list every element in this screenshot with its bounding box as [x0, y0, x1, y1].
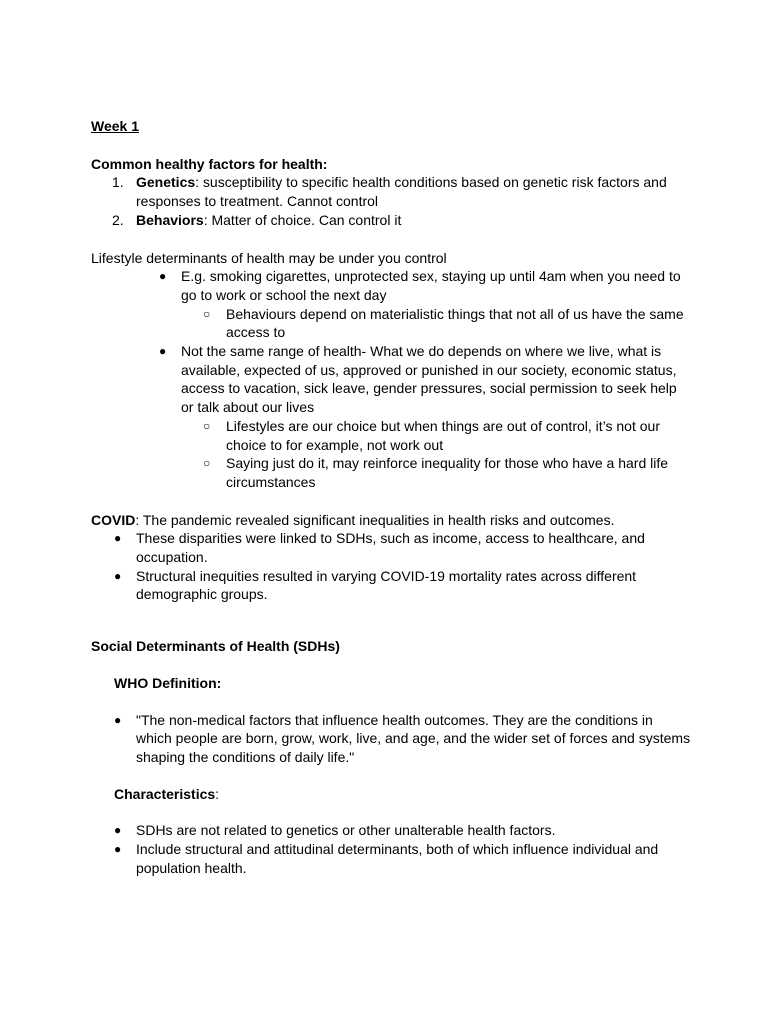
document-page — [91, 117, 691, 878]
bullet-text: "The non-medical factors that influence health outcomes. They are the conditions in which people are born, grow, work, live, and age, and the wider set of forces and systems shaping the conditions of daily life." — [136, 711, 691, 765]
sub-bullet-text: Behaviours depend on materialistic things that not all of us have the same access to — [226, 305, 684, 341]
list-item — [91, 454, 691, 491]
bullet-icon: ● — [114, 568, 122, 583]
list-item — [91, 840, 691, 877]
list-item — [91, 567, 691, 604]
bullet-icon: ● — [114, 531, 122, 546]
item-text: : Matter of choice. Can control it — [203, 211, 402, 228]
lifestyle-list — [91, 267, 691, 304]
item-text: : susceptibility to specific health conditions based on genetic risk factors and responses to treatment. Cannot control — [136, 174, 667, 210]
hollow-bullet-icon: ○ — [203, 306, 211, 321]
bullet-icon: ● — [159, 344, 167, 359]
characteristics-heading — [91, 785, 691, 804]
list-item — [91, 417, 691, 454]
characteristics-list — [91, 821, 691, 877]
list-item — [91, 173, 691, 210]
list-item — [91, 821, 691, 840]
item-number: 1. — [112, 174, 124, 191]
bullet-text: Include structural and attitudinal determinants, both of which influence individual and population health. — [136, 841, 659, 876]
list-item — [91, 529, 691, 566]
week-title: Week 1 — [91, 118, 139, 134]
sub-bullet-text: Lifestyles are our choice but when things are out of control, it’s not our choice to for example, not work out — [226, 417, 660, 453]
item-term: Behaviors — [136, 211, 204, 228]
covid-list — [91, 529, 691, 604]
characteristics-term: Characteristics — [114, 785, 216, 802]
bullet-text: Not the same range of health- What we do depends on where we live, what is available, expected of us, approved or punished in our society, economic status, access to vacation, sick leave, gender pressures, social permission to seek help or talk about our lives — [181, 343, 677, 416]
who-definition-heading: WHO Definition: — [114, 674, 222, 691]
item-number: 2. — [112, 211, 124, 228]
lifestyle-intro: Lifestyle determinants of health may be under you control — [91, 249, 447, 266]
hollow-bullet-icon: ○ — [203, 456, 211, 471]
healthy-factors-list — [91, 173, 691, 229]
bullet-icon: ● — [159, 269, 167, 284]
who-definition-list — [91, 711, 691, 767]
covid-term: COVID — [91, 511, 136, 528]
list-item — [91, 711, 691, 767]
list-item — [91, 211, 691, 230]
characteristics-colon: : — [215, 785, 220, 802]
lifestyle-sublist — [91, 417, 691, 492]
bullet-icon: ● — [114, 823, 122, 838]
item-term: Genetics — [136, 174, 196, 191]
lifestyle-list — [91, 342, 691, 417]
bullet-text: Structural inequities resulted in varying COVID-19 mortality rates across different demographic groups. — [136, 567, 637, 603]
list-item — [91, 267, 691, 304]
covid-intro — [91, 511, 691, 530]
covid-text: : The pandemic revealed significant inequalities in health risks and outcomes. — [135, 511, 615, 528]
sdh-heading: Social Determinants of Health (SDHs) — [91, 638, 340, 655]
lifestyle-sublist — [91, 305, 691, 342]
bullet-icon: ● — [114, 842, 122, 857]
list-item — [91, 305, 691, 342]
sub-bullet-text: Saying just do it, may reinforce inequality for those who have a hard life circumstances — [226, 455, 669, 490]
bullet-icon: ● — [114, 712, 122, 727]
list-item — [91, 342, 691, 417]
hollow-bullet-icon: ○ — [203, 418, 211, 433]
bullet-text: SDHs are not related to genetics or other unalterable health factors. — [136, 822, 556, 839]
bullet-text: These disparities were linked to SDHs, such as income, access to healthcare, and occupation. — [136, 530, 645, 566]
bullet-text: E.g. smoking cigarettes, unprotected sex, staying up until 4am when you need to go to work or school the next day — [181, 268, 681, 303]
healthy-factors-heading: Common healthy factors for health: — [91, 155, 328, 172]
